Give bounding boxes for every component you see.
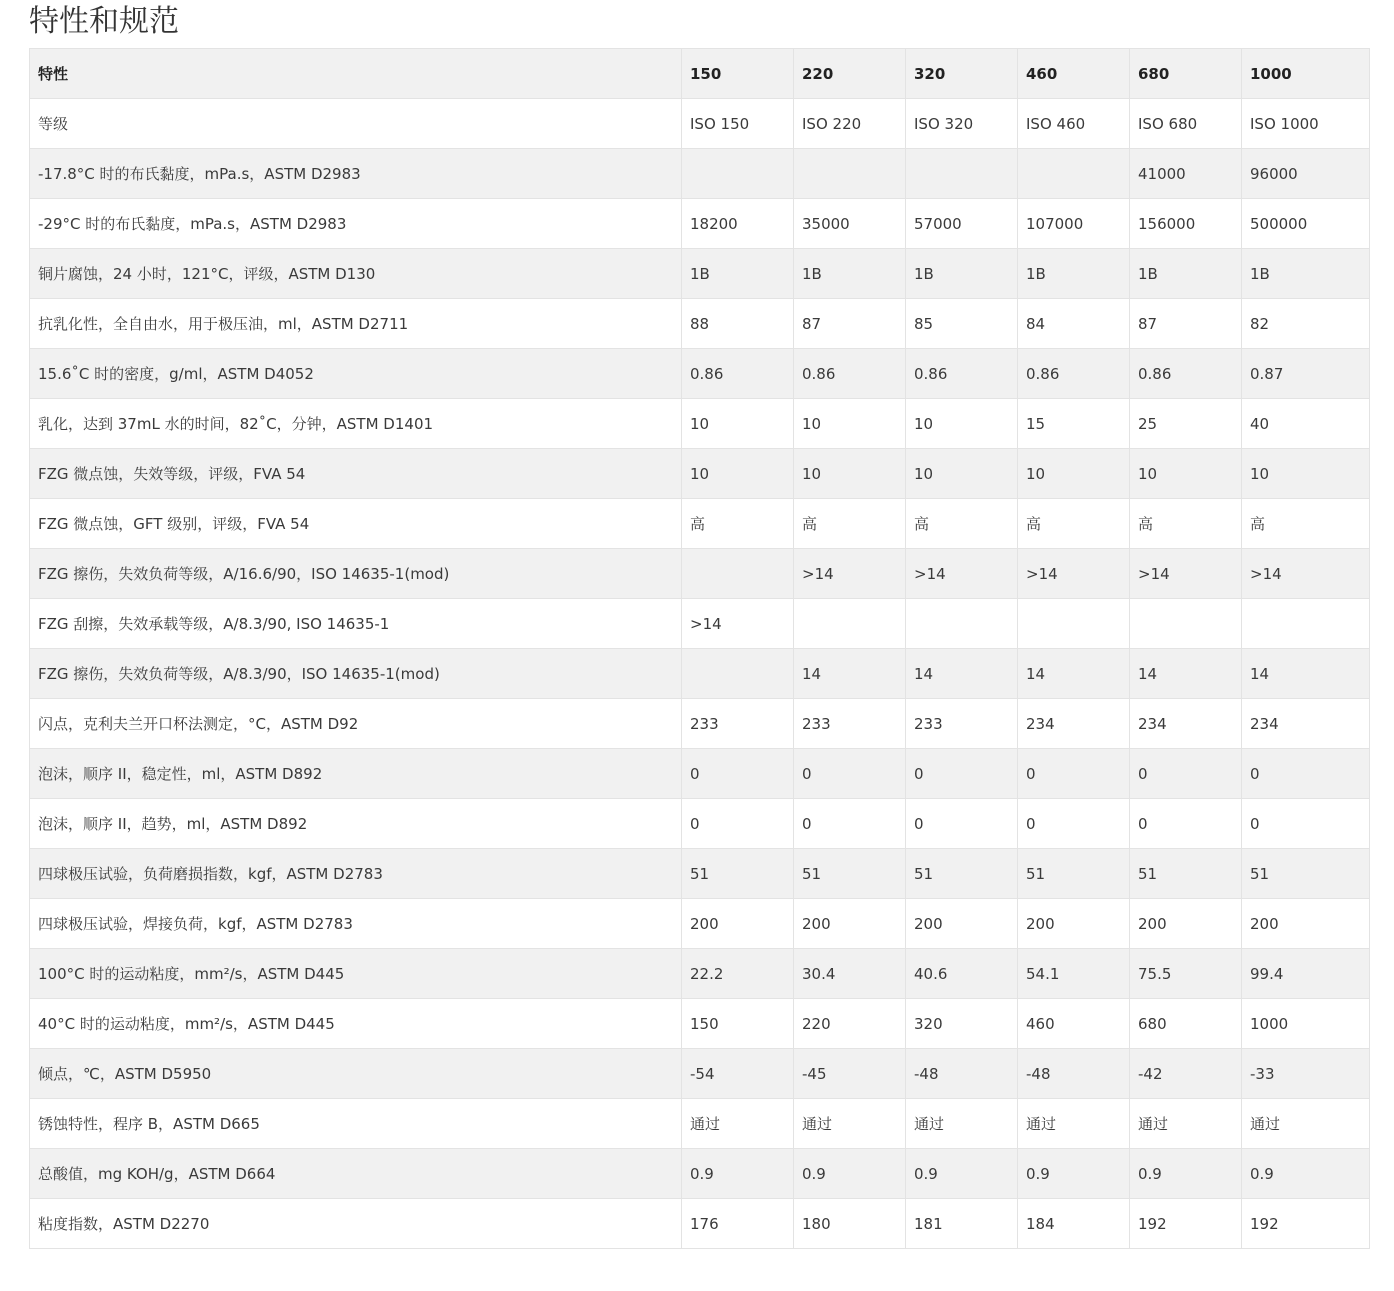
table-row [30, 299, 1370, 349]
property-cell: 铜片腐蚀，24 小时，121°C，评级，ASTM D130 [30, 249, 682, 299]
value-cell: 85 [906, 299, 1018, 349]
value-cell: 234 [1130, 699, 1242, 749]
table-row [30, 949, 1370, 999]
value-cell: 0 [906, 799, 1018, 849]
table-row [30, 449, 1370, 499]
property-cell: 倾点，℃，ASTM D5950 [30, 1049, 682, 1099]
value-cell: 51 [1242, 849, 1370, 899]
value-cell: 10 [682, 399, 794, 449]
value-cell: 200 [1130, 899, 1242, 949]
property-cell: 四球极压试验，负荷磨损指数，kgf，ASTM D2783 [30, 849, 682, 899]
value-cell: 通过 [1018, 1099, 1130, 1149]
value-cell: 通过 [794, 1099, 906, 1149]
table-row [30, 1049, 1370, 1099]
value-cell: 200 [1242, 899, 1370, 949]
value-cell: ISO 1000 [1242, 99, 1370, 149]
value-cell: 0 [1130, 749, 1242, 799]
value-cell: 1B [906, 249, 1018, 299]
value-cell: 200 [906, 899, 1018, 949]
value-cell: 0.87 [1242, 349, 1370, 399]
value-cell: -33 [1242, 1049, 1370, 1099]
value-cell: 通过 [1242, 1099, 1370, 1149]
value-cell: -48 [1018, 1049, 1130, 1099]
column-header-grade: 1000 [1242, 49, 1370, 99]
value-cell: 99.4 [1242, 949, 1370, 999]
value-cell: 200 [1018, 899, 1130, 949]
value-cell: 88 [682, 299, 794, 349]
value-cell: 150 [682, 999, 794, 1049]
value-cell: -45 [794, 1049, 906, 1099]
value-cell: >14 [682, 599, 794, 649]
value-cell: ISO 220 [794, 99, 906, 149]
value-cell [906, 599, 1018, 649]
value-cell: ISO 680 [1130, 99, 1242, 149]
value-cell: ISO 320 [906, 99, 1018, 149]
value-cell: 0.86 [682, 349, 794, 399]
value-cell [906, 149, 1018, 199]
value-cell: 176 [682, 1199, 794, 1249]
value-cell: 107000 [1018, 199, 1130, 249]
property-cell: 四球极压试验，焊接负荷，kgf，ASTM D2783 [30, 899, 682, 949]
value-cell: 0 [1018, 749, 1130, 799]
table-row [30, 399, 1370, 449]
value-cell: 14 [1242, 649, 1370, 699]
property-cell: 泡沫，顺序 II，稳定性，ml，ASTM D892 [30, 749, 682, 799]
column-header-grade: 460 [1018, 49, 1130, 99]
value-cell: 54.1 [1018, 949, 1130, 999]
value-cell: >14 [906, 549, 1018, 599]
column-header-grade: 150 [682, 49, 794, 99]
value-cell: 15 [1018, 399, 1130, 449]
value-cell: 51 [682, 849, 794, 899]
property-cell: FZG 微点蚀，GFT 级别，评级，FVA 54 [30, 499, 682, 549]
value-cell: 0.86 [906, 349, 1018, 399]
value-cell: 高 [794, 499, 906, 549]
value-cell: 51 [906, 849, 1018, 899]
value-cell: 234 [1242, 699, 1370, 749]
specifications-table [29, 48, 1370, 1249]
table-body [30, 99, 1370, 1249]
value-cell: 0.9 [1130, 1149, 1242, 1199]
value-cell: 87 [1130, 299, 1242, 349]
value-cell: 通过 [682, 1099, 794, 1149]
property-cell: 等级 [30, 99, 682, 149]
value-cell: 0.9 [1018, 1149, 1130, 1199]
value-cell: 18200 [682, 199, 794, 249]
value-cell: 0.86 [1018, 349, 1130, 399]
column-header-grade: 220 [794, 49, 906, 99]
header-row [30, 49, 1370, 99]
table-row [30, 999, 1370, 1049]
table-row [30, 699, 1370, 749]
value-cell: 10 [906, 449, 1018, 499]
table-row [30, 849, 1370, 899]
property-cell: -17.8°C 时的布氏黏度，mPa.s，ASTM D2983 [30, 149, 682, 199]
value-cell: 82 [1242, 299, 1370, 349]
value-cell [1018, 599, 1130, 649]
value-cell: 0 [1242, 799, 1370, 849]
table-row [30, 349, 1370, 399]
value-cell [1130, 599, 1242, 649]
value-cell: 高 [1018, 499, 1130, 549]
value-cell [682, 549, 794, 599]
table-row [30, 99, 1370, 149]
value-cell: 233 [794, 699, 906, 749]
property-cell: FZG 微点蚀，失效等级，评级，FVA 54 [30, 449, 682, 499]
value-cell: 51 [794, 849, 906, 899]
value-cell: 0.9 [794, 1149, 906, 1199]
value-cell: 1B [1242, 249, 1370, 299]
value-cell [794, 599, 906, 649]
value-cell: 500000 [1242, 199, 1370, 249]
value-cell: 51 [1018, 849, 1130, 899]
value-cell: 1B [794, 249, 906, 299]
property-cell: 乳化，达到 37mL 水的时间，82˚C，分钟，ASTM D1401 [30, 399, 682, 449]
value-cell: 87 [794, 299, 906, 349]
value-cell: 10 [906, 399, 1018, 449]
value-cell: 0 [1130, 799, 1242, 849]
value-cell: 460 [1018, 999, 1130, 1049]
value-cell: 高 [906, 499, 1018, 549]
table-row [30, 799, 1370, 849]
value-cell: 高 [1242, 499, 1370, 549]
property-cell: 100°C 时的运动粘度，mm²/s，ASTM D445 [30, 949, 682, 999]
property-cell: 总酸值，mg KOH/g，ASTM D664 [30, 1149, 682, 1199]
value-cell: ISO 150 [682, 99, 794, 149]
value-cell: -48 [906, 1049, 1018, 1099]
value-cell: 320 [906, 999, 1018, 1049]
value-cell [1018, 149, 1130, 199]
value-cell: 233 [906, 699, 1018, 749]
value-cell: 0 [794, 799, 906, 849]
table-row [30, 1199, 1370, 1249]
value-cell: >14 [794, 549, 906, 599]
column-header-grade: 680 [1130, 49, 1242, 99]
value-cell: 10 [1130, 449, 1242, 499]
value-cell [794, 149, 906, 199]
value-cell: 高 [682, 499, 794, 549]
table-row [30, 199, 1370, 249]
table-row [30, 149, 1370, 199]
value-cell: 40.6 [906, 949, 1018, 999]
table-row [30, 549, 1370, 599]
column-header-property: 特性 [30, 49, 682, 99]
value-cell: 96000 [1242, 149, 1370, 199]
value-cell: 84 [1018, 299, 1130, 349]
table-header [30, 49, 1370, 99]
value-cell: 220 [794, 999, 906, 1049]
value-cell: 181 [906, 1199, 1018, 1249]
property-cell: 锈蚀特性，程序 B，ASTM D665 [30, 1099, 682, 1149]
value-cell: 156000 [1130, 199, 1242, 249]
table-row [30, 1099, 1370, 1149]
value-cell: ISO 460 [1018, 99, 1130, 149]
property-cell: FZG 刮擦，失效承载等级，A/8.3/90, ISO 14635-1 [30, 599, 682, 649]
table-row [30, 1149, 1370, 1199]
value-cell: 0 [906, 749, 1018, 799]
value-cell: 200 [682, 899, 794, 949]
value-cell: -42 [1130, 1049, 1242, 1099]
value-cell: 30.4 [794, 949, 906, 999]
value-cell: 35000 [794, 199, 906, 249]
value-cell: 14 [1018, 649, 1130, 699]
property-cell: 抗乳化性，全自由水，用于极压油，ml，ASTM D2711 [30, 299, 682, 349]
value-cell: 1B [682, 249, 794, 299]
value-cell: 14 [906, 649, 1018, 699]
value-cell: 200 [794, 899, 906, 949]
property-cell: -29°C 时的布氏黏度，mPa.s，ASTM D2983 [30, 199, 682, 249]
table-row [30, 749, 1370, 799]
property-cell: FZG 擦伤，失效负荷等级，A/8.3/90，ISO 14635-1(mod) [30, 649, 682, 699]
property-cell: 粘度指数，ASTM D2270 [30, 1199, 682, 1249]
value-cell: 通过 [906, 1099, 1018, 1149]
table-row [30, 649, 1370, 699]
value-cell: 180 [794, 1199, 906, 1249]
value-cell: 75.5 [1130, 949, 1242, 999]
value-cell: 51 [1130, 849, 1242, 899]
value-cell: 192 [1130, 1199, 1242, 1249]
value-cell: -54 [682, 1049, 794, 1099]
value-cell: 192 [1242, 1199, 1370, 1249]
value-cell: >14 [1018, 549, 1130, 599]
table-row [30, 599, 1370, 649]
property-cell: FZG 擦伤，失效负荷等级，A/16.6/90，ISO 14635-1(mod) [30, 549, 682, 599]
value-cell: 184 [1018, 1199, 1130, 1249]
value-cell: 14 [794, 649, 906, 699]
value-cell: 0 [1242, 749, 1370, 799]
value-cell [1242, 599, 1370, 649]
value-cell: 41000 [1130, 149, 1242, 199]
table-row [30, 899, 1370, 949]
value-cell: 40 [1242, 399, 1370, 449]
value-cell: 0.86 [1130, 349, 1242, 399]
property-cell: 40°C 时的运动粘度，mm²/s，ASTM D445 [30, 999, 682, 1049]
value-cell: 234 [1018, 699, 1130, 749]
value-cell: 680 [1130, 999, 1242, 1049]
value-cell: 10 [1242, 449, 1370, 499]
value-cell: 0 [682, 749, 794, 799]
value-cell: 0.9 [1242, 1149, 1370, 1199]
value-cell: 10 [682, 449, 794, 499]
property-cell: 闪点，克利夫兰开口杯法测定，°C，ASTM D92 [30, 699, 682, 749]
table-row [30, 249, 1370, 299]
value-cell: 25 [1130, 399, 1242, 449]
value-cell: 10 [794, 399, 906, 449]
value-cell: 10 [1018, 449, 1130, 499]
value-cell: 0 [682, 799, 794, 849]
value-cell: 1B [1018, 249, 1130, 299]
value-cell: 0 [794, 749, 906, 799]
value-cell: 0.9 [682, 1149, 794, 1199]
value-cell: 14 [1130, 649, 1242, 699]
value-cell: 1B [1130, 249, 1242, 299]
value-cell: 通过 [1130, 1099, 1242, 1149]
table-row [30, 499, 1370, 549]
value-cell: >14 [1130, 549, 1242, 599]
value-cell: 0.9 [906, 1149, 1018, 1199]
value-cell: 0.86 [794, 349, 906, 399]
value-cell: 57000 [906, 199, 1018, 249]
value-cell: 22.2 [682, 949, 794, 999]
value-cell [682, 649, 794, 699]
page-title: 特性和规范 [29, 4, 179, 39]
property-cell: 15.6˚C 时的密度，g/ml，ASTM D4052 [30, 349, 682, 399]
property-cell: 泡沫，顺序 II，趋势，ml，ASTM D892 [30, 799, 682, 849]
value-cell: 233 [682, 699, 794, 749]
value-cell: 高 [1130, 499, 1242, 549]
value-cell: >14 [1242, 549, 1370, 599]
value-cell: 1000 [1242, 999, 1370, 1049]
value-cell [682, 149, 794, 199]
value-cell: 0 [1018, 799, 1130, 849]
column-header-grade: 320 [906, 49, 1018, 99]
value-cell: 10 [794, 449, 906, 499]
